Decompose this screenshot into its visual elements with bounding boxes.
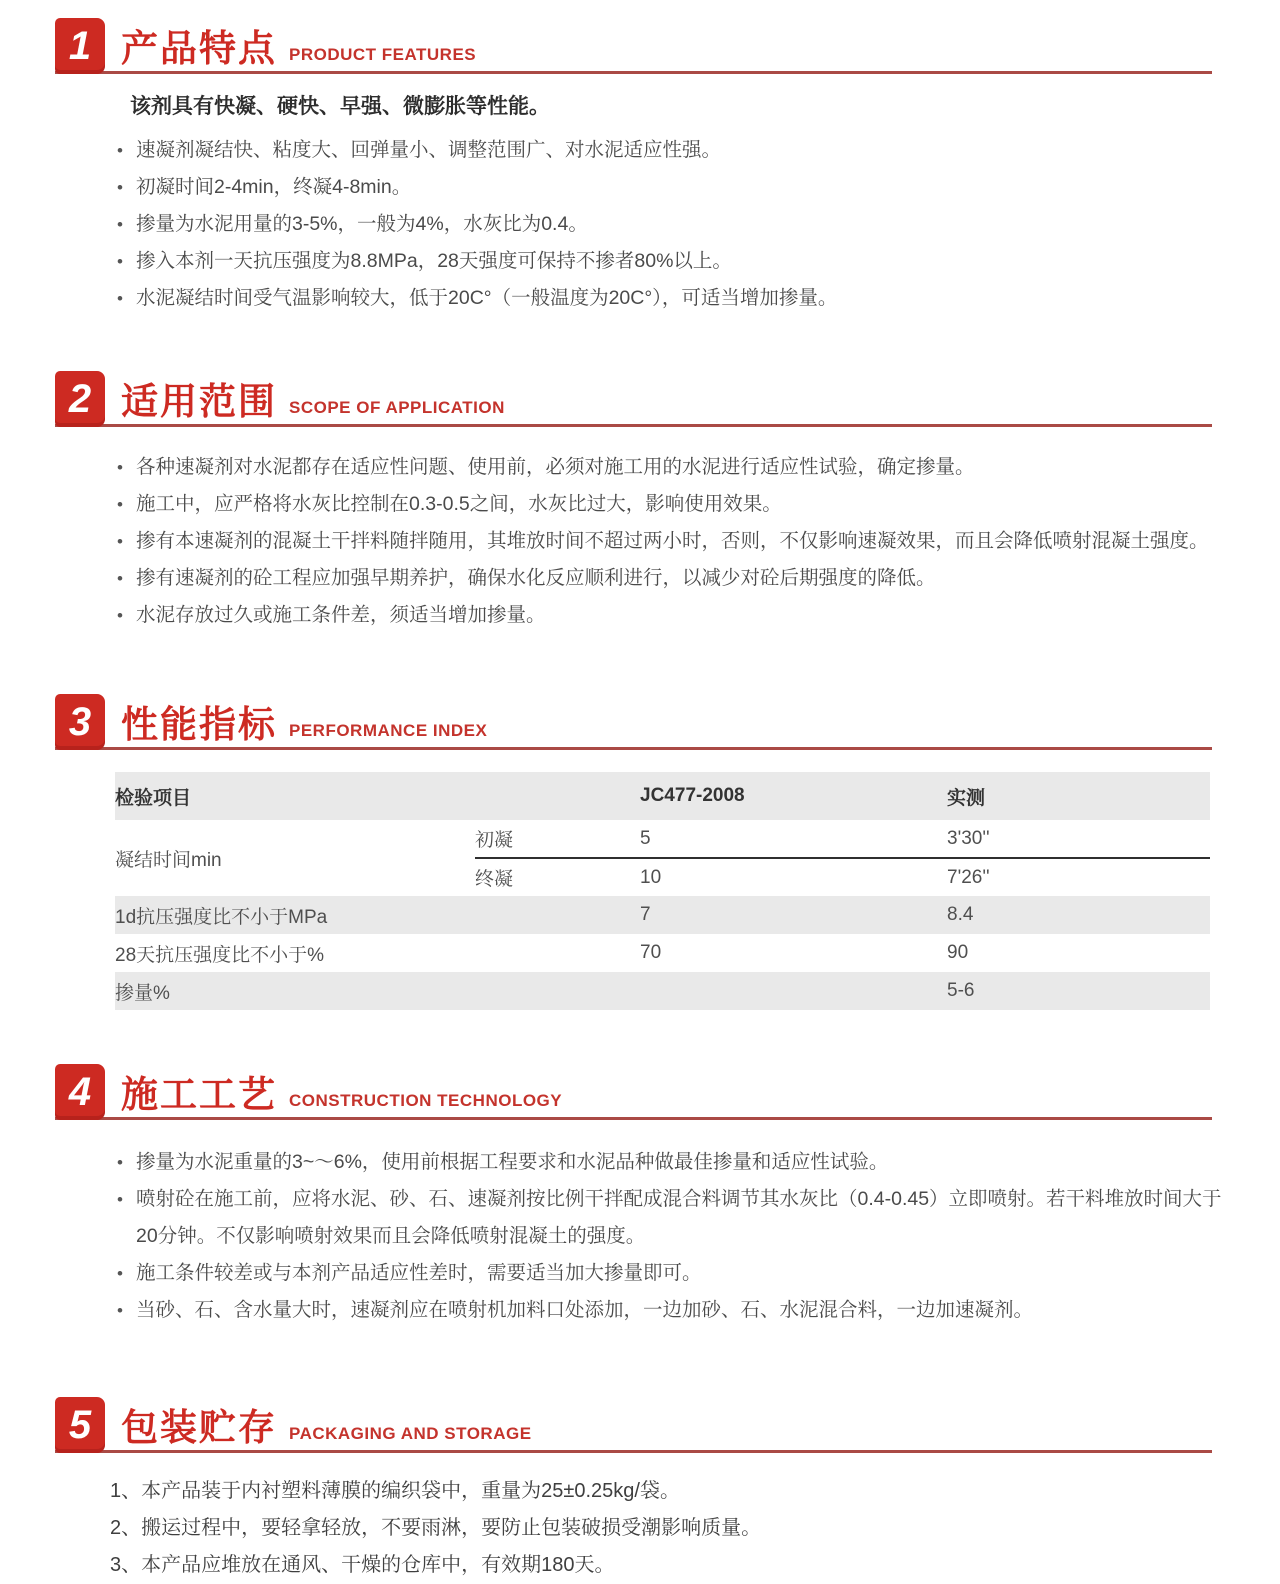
table-row (115, 934, 1210, 972)
numbered-item: 3、本产品应堆放在通风、干燥的仓库中，有效期180天。 (110, 1554, 615, 1576)
table-row (115, 820, 1210, 858)
numbered-item: 1、本产品装于内衬塑料薄膜的编织袋中，重量为25±0.25kg/袋。 (110, 1480, 680, 1502)
cell-jc-value: 5 (640, 820, 947, 858)
cell-jc-value: 10 (640, 866, 662, 888)
section-2-header (55, 371, 1212, 427)
col-header-item: 检验项目 (115, 772, 640, 820)
section-2-title: 适用范围 (121, 381, 277, 422)
section-2-bullet-list (115, 449, 1225, 634)
section-4-bullet-list (115, 1144, 1225, 1329)
cell-jc-value (640, 972, 947, 1010)
bullet-item: • 水泥凝结时间受气温影响较大，低于20C°（一般温度为20C°），可适当增加掺量。 (115, 280, 1225, 317)
bullet-item: • 水泥存放过久或施工条件差，须适当增加掺量。 (115, 597, 1225, 634)
section-2-subtitle: SCOPE OF APPLICATION (289, 398, 505, 417)
cell-subrow-name: 终凝 (475, 869, 514, 890)
section-1-header (55, 18, 1212, 74)
cell-subrow-name: 初凝 (475, 820, 640, 858)
cell-jc-value: 7 (640, 896, 947, 934)
cell-item-label: 28天抗压强度比不小于% (115, 944, 325, 966)
bullet-item: • 速凝剂凝结快、粘度大、回弹量小、调整范围广、对水泥适应性强。 (115, 132, 1225, 169)
section-5-header (55, 1397, 1212, 1453)
datasheet-page (0, 18, 1280, 1576)
cell-group-label: 凝结时间min (115, 849, 222, 871)
cell-measured-value: 90 (947, 942, 969, 963)
cell-measured-value: 3'30'' (947, 820, 1210, 858)
section-4-subtitle: CONSTRUCTION TECHNOLOGY (289, 1091, 563, 1110)
section-5-subtitle: PACKAGING AND STORAGE (289, 1424, 532, 1443)
section-1-subtitle: PRODUCT FEATURES (289, 45, 477, 64)
bullet-item: • 施工条件较差或与本剂产品适应性差时，需要适当加大掺量即可。 (115, 1255, 1225, 1292)
table-row (115, 896, 1210, 934)
bullet-item: • 掺量为水泥重量的3~～6%，使用前根据工程要求和水泥品种做最佳掺量和适应性试验。 (115, 1144, 1225, 1181)
table-row (115, 972, 1210, 1010)
section-5-item-list (110, 1473, 1280, 1584)
table-header-row (115, 772, 1210, 820)
cell-item-label: 掺量% (115, 972, 640, 1010)
cell-jc-value: 70 (640, 942, 662, 963)
bullet-item: • 初凝时间2-4min，终凝4-8min。 (115, 169, 1225, 206)
bullet-item: • 施工中，应严格将水灰比控制在0.3-0.5之间，水灰比过大，影响使用效果。 (115, 486, 1225, 523)
cell-item-label: 1d抗压强度比不小于MPa (115, 896, 640, 934)
section-1-bullet-list (115, 132, 1225, 317)
cell-measured-value: 5-6 (947, 972, 1210, 1010)
section-4-title: 施工工艺 (121, 1074, 277, 1115)
bullet-item: • 各种速凝剂对水泥都存在适应性问题、使用前，必须对施工用的水泥进行适应性试验，确定掺量。 (115, 449, 1225, 486)
section-4-number-badge: 4 (55, 1064, 105, 1120)
bullet-item: • 掺入本剂一天抗压强度为8.8MPa，28天强度可保持不掺者80%以上。 (115, 243, 1225, 280)
section-1-intro: 该剂具有快凝、硬快、早强、微膨胀等性能。 (130, 95, 550, 118)
bullet-item: • 掺有本速凝剂的混凝土干拌料随拌随用，其堆放时间不超过两小时，否则，不仅影响速凝效果，而且会降低喷射混凝土强度。 (115, 523, 1225, 560)
cell-measured-value: 8.4 (947, 896, 1210, 934)
section-1-title: 产品特点 (121, 28, 277, 69)
cell-measured-value: 7'26'' (947, 866, 990, 888)
section-5-number-badge: 5 (55, 1397, 105, 1453)
bullet-item: • 掺量为水泥用量的3-5%，一般为4%，水灰比为0.4。 (115, 206, 1225, 243)
bullet-item: • 喷射砼在施工前，应将水泥、砂、石、速凝剂按比例干拌配成混合料调节其水灰比（0.4-0.45）立即喷射。若干料堆放时间大于20分钟。不仅影响喷射效果而且会降低喷射混凝土的强度。 (115, 1181, 1225, 1255)
section-1-number-badge: 1 (55, 18, 105, 74)
bullet-item: • 当砂、石、含水量大时，速凝剂应在喷射机加料口处添加，一边加砂、石、水泥混合料，一边加速凝剂。 (115, 1292, 1225, 1329)
numbered-item: 2、搬运过程中，要轻拿轻放，不要雨淋，要防止包装破损受潮影响质量。 (110, 1517, 762, 1539)
section-2-number-badge: 2 (55, 371, 105, 427)
col-header-standard: JC477-2008 (640, 772, 947, 820)
section-5-title: 包装贮存 (121, 1407, 277, 1448)
section-3-subtitle: PERFORMANCE INDEX (289, 721, 488, 740)
section-3-title: 性能指标 (121, 704, 277, 745)
section-4-header (55, 1064, 1212, 1120)
performance-index-table (115, 772, 1210, 1010)
col-header-measured: 实测 (947, 772, 1210, 820)
section-3-number-badge: 3 (55, 694, 105, 750)
section-3-header (55, 694, 1212, 750)
bullet-item: • 掺有速凝剂的砼工程应加强早期养护，确保水化反应顺利进行，以减少对砼后期强度的降低。 (115, 560, 1225, 597)
